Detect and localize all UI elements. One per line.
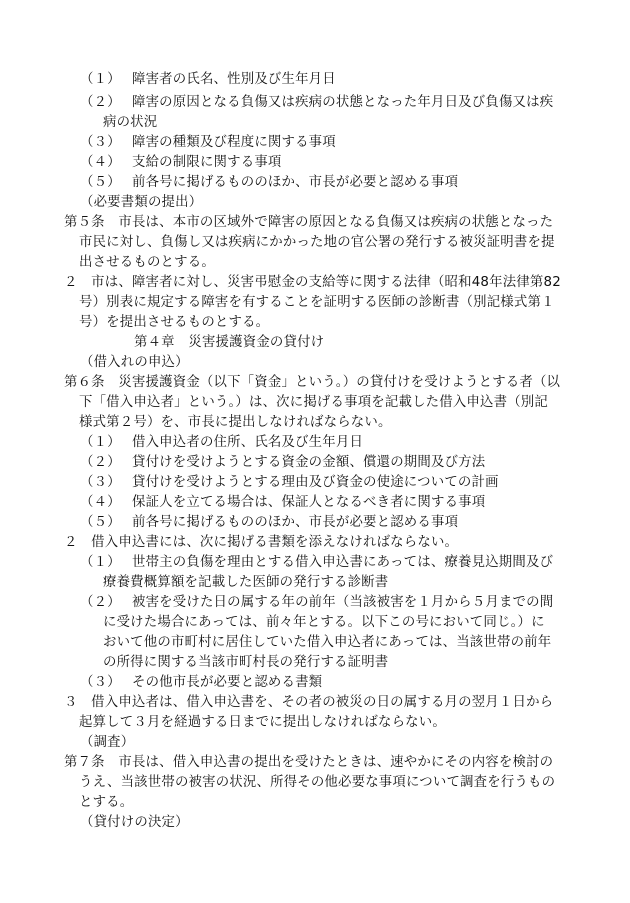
item-text: 保証人を立てる場合は、保証人となるべき者に関する事項 [132,495,486,510]
text-line [80,433,363,453]
paragraph-line: ３ 借入申込者は、借入申込書を、その者の被災の日の属する月の翌月１日から [64,695,554,710]
item-text: その他市長が必要と認める書類 [132,675,323,690]
article-line: 第６条 災害援護資金（以下「資金」という。）の貸付けを受けようとする者（以 [64,375,561,390]
text-line: 起算して３月を経過する日までに提出しなければならない。 [79,715,446,730]
item-text: 前各号に掲げるもののほか、市長が必要と認める事項 [132,175,459,190]
item-text: 被害を受けた日の属する年の前年（当該被害を１月から５月までの間 [132,595,554,610]
section-heading: （借入れの申込） [80,355,189,370]
text-line [80,70,336,90]
text-line [80,93,553,113]
text-line [80,513,458,533]
section-heading: （貸付けの決定） [80,815,189,830]
item-number: （２） [80,95,121,110]
text-line [80,153,282,173]
text-line: 出させるものとする。 [79,255,215,270]
text-line: おいて他の市町村に居住していた借入申込者にあっては、当該世帯の前年 [103,635,552,650]
text-line: 下「借入申込者」という。）は、次に掲げる事項を記載した借入申込書（別記 [79,395,548,410]
item-number: （４） [80,495,121,510]
item-number: （３） [80,475,121,490]
text-line [80,593,553,613]
text-line [80,173,458,193]
item-text: 前各号に掲げるもののほか、市長が必要と認める事項 [132,515,459,530]
item-number: （２） [80,595,121,610]
item-text: 障害者の氏名、性別及び生年月日 [132,72,336,87]
section-heading: （調査） [80,735,135,750]
item-number: （１） [80,555,121,570]
text-line: うえ、当該世帯の被害の状況、所得その他必要な事項について調査を行うもの [79,775,556,790]
text-line [80,453,485,473]
text-line: 療養費概算額を記載した医師の発行する診断書 [103,575,389,590]
text-line: の所得に関する当該市町村長の発行する証明書 [103,655,389,670]
text-line: 号）別表に規定する障害を有することを証明する医師の診断書（別記様式第１ [79,295,555,310]
text-line: に受けた場合にあっては、前々年とする。以下この号において同じ。）に [103,615,545,630]
item-text: 障害の種類及び程度に関する事項 [132,135,336,150]
text-line: とする。 [79,795,134,810]
text-line: 病の状況 [103,115,158,130]
item-number: （５） [80,175,121,190]
section-heading: （必要書類の提出） [80,195,203,210]
item-number: （４） [80,155,121,170]
item-number: （２） [80,455,121,470]
item-number: （３） [80,675,121,690]
text-line [80,133,336,153]
item-text: 支給の制限に関する事項 [132,155,282,170]
text-line: 様式第２号）を、市長に提出しなければならない。 [79,415,392,430]
text-line: 号）を提出させるものとする。 [79,315,270,330]
item-number: （１） [80,72,121,87]
item-text: 世帯主の負傷を理由とする借入申込書にあっては、療養見込期間及び [132,555,554,570]
paragraph-line: ２ 市は、障害者に対し、災害弔慰金の支給等に関する法律（昭和48年法律第82 [64,275,561,290]
text-line [80,473,499,493]
item-number: （３） [80,135,121,150]
article-line: 第７条 市長は、借入申込書の提出を受けたときは、速やかにその内容を検討の [64,755,554,770]
item-text: 借入申込者の住所、氏名及び生年月日 [132,435,364,450]
text-line: 市民に対し、負傷し又は疾病にかかった地の官公署の発行する被災証明書を提 [79,235,555,250]
chapter-heading: 第４章 災害援護資金の貸付け [134,335,325,350]
text-line [80,493,485,513]
article-line: 第５条 市長は、本市の区域外で障害の原因となる負傷又は疾病の状態となった [64,215,554,230]
item-text: 貸付けを受けようとする理由及び資金の使途についての計画 [132,475,499,490]
paragraph-line: ２ 借入申込書には、次に掲げる書類を添えなければならない。 [64,535,459,550]
text-line [80,673,322,693]
item-number: （５） [80,515,121,530]
item-text: 障害の原因となる負傷又は疾病の状態となった年月日及び負傷又は疾 [132,95,554,110]
item-text: 貸付けを受けようとする資金の金額、償還の期間及び方法 [132,455,486,470]
text-line [80,553,553,573]
item-number: （１） [80,435,121,450]
